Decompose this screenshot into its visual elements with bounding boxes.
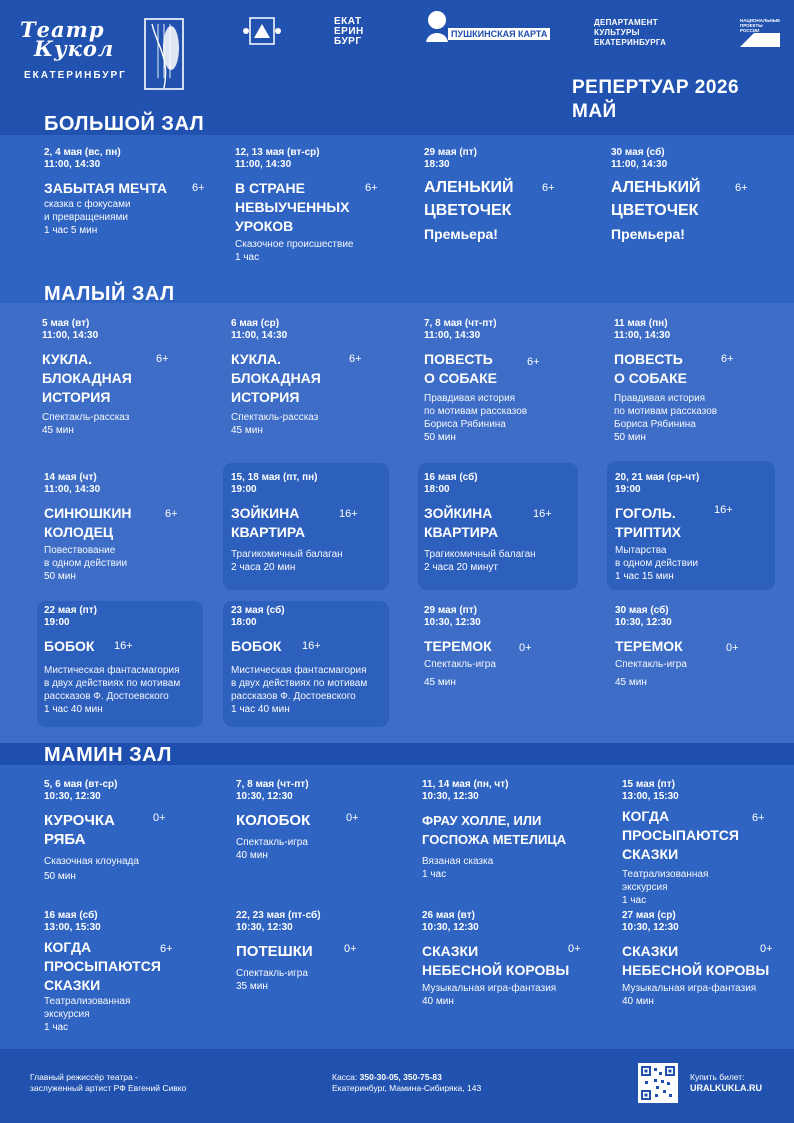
event-title: ГОГОЛЬ. ТРИПТИХ [615,505,681,540]
website-link[interactable]: URALKUKLA.RU [690,1083,762,1093]
event-description: Спектакль-игра [236,837,308,848]
age-rating: 16+ [114,640,133,652]
event-card[interactable] [42,318,206,437]
event-description: Сказочное происшествие [235,239,354,250]
event-duration: 1 час [622,895,647,906]
event-description: Спектакль-игра [236,968,308,979]
event-duration: 45 мин [42,425,74,436]
event-title: СКАЗКИ НЕБЕСНОЙ КОРОВЫ [422,943,570,978]
event-card[interactable] [622,910,786,1008]
event-title: КУКЛА. БЛОКАДНАЯ ИСТОРИЯ [231,351,321,405]
age-rating: 6+ [156,353,169,365]
event-time: 13:00, 15:30 [622,791,679,802]
age-rating: 6+ [527,356,540,368]
event-duration: 40 мин [622,996,654,1007]
age-rating: 6+ [542,182,555,194]
event-title: ПОВЕСТЬ О СОБАКЕ [614,351,687,386]
event-date: 27 мая (ср) [622,910,676,921]
box-office-label: Касса: [332,1072,358,1082]
buy-ticket-label: Купить билет: [690,1072,745,1082]
event-date: 15, 18 мая (пт, пн) [231,472,318,483]
event-card[interactable] [223,463,389,590]
event-time: 10:30, 12:30 [422,791,479,802]
event-duration: 45 мин [615,677,647,688]
event-card[interactable] [422,779,592,881]
logo-city: ЕКАТЕРИНБУРГ [24,70,127,81]
event-card[interactable] [622,779,786,907]
age-rating: 16+ [339,508,358,520]
event-description: Спектакль-рассказ [42,412,130,423]
national-projects-logo: НАЦИОНАЛЬНЫЕ ПРОЕКТЫ РОССИИ [740,18,782,48]
event-date: 11 мая (пн) [614,318,668,329]
event-duration: 1 час [422,869,447,880]
national-projects-icon [740,33,780,47]
age-rating: 6+ [349,353,362,365]
event-description: Сказочная клоунада [44,856,139,867]
event-description: Спектакль-рассказ [231,412,319,423]
age-rating: 0+ [760,943,773,955]
event-time: 11:00, 14:30 [424,330,481,341]
event-description: Спектакль-игра [615,659,687,670]
event-time: 11:00, 14:30 [235,159,292,170]
event-time: 11:00, 14:30 [614,330,671,341]
event-title: ТЕРЕМОК [424,638,492,654]
event-description: Мытарства в одном действии [615,545,699,569]
event-card[interactable] [236,910,400,993]
event-title: АЛЕНЬКИЙ ЦВЕТОЧЕК [611,179,701,219]
premiere-badge: Премьера! [424,226,498,242]
event-description: Театрализованная экскурсия [622,869,709,893]
event-description: Правдивая история по мотивам рассказов Бориса Рябинина [614,393,718,430]
theatre-address: Екатеринбург, Мамина-Сибиряка, 143 [332,1083,482,1093]
event-duration: 40 мин [236,850,268,861]
event-card[interactable] [422,910,586,1008]
event-date: 14 мая (чт) [44,472,97,483]
event-time: 11:00, 14:30 [44,159,101,170]
event-card[interactable] [424,605,588,689]
event-time: 19:00 [615,484,641,495]
event-time: 10:30, 12:30 [236,922,293,933]
event-card[interactable] [44,779,208,883]
event-duration: 1 час 5 мин [44,225,98,236]
box-office-phones[interactable]: 350-30-05, 350-75-83 [359,1072,442,1082]
event-card[interactable] [44,147,208,237]
event-duration: 50 мин [44,871,76,882]
age-rating: 0+ [519,642,532,654]
event-card[interactable] [418,463,578,590]
event-date: 2, 4 мая (вс, пн) [44,147,121,158]
event-date: 26 мая (вт) [422,910,475,921]
event-card[interactable] [223,601,389,727]
event-time: 11:00, 14:30 [611,159,668,170]
event-card[interactable] [424,147,588,242]
event-duration: 1 час 40 мин [231,704,290,715]
event-time: 10:30, 12:30 [422,922,479,933]
event-date: 30 мая (сб) [611,147,665,158]
event-title: ТЕРЕМОК [615,638,683,654]
event-duration: 50 мин [44,571,76,582]
event-title: БОБОК [44,638,95,654]
event-duration: 1 час [44,1022,69,1033]
age-rating: 6+ [160,943,173,955]
event-card[interactable] [44,472,208,583]
age-rating: 16+ [714,504,733,516]
event-card[interactable] [611,147,775,242]
culture-department-logo: ДЕПАРТАМЕНТ КУЛЬТУРЫ ЕКАТЕРИНБУРГА [594,18,667,47]
event-time: 18:00 [424,484,450,495]
pushkin-portrait-icon [424,8,450,42]
event-card[interactable] [37,601,203,727]
event-date: 12, 13 мая (вт-ср) [235,147,320,158]
event-time: 18:00 [231,617,257,628]
event-duration: 1 час 15 мин [615,571,674,582]
event-title: ФРАУ ХОЛЛЕ, ИЛИ ГОСПОЖА МЕТЕЛИЦА [422,813,567,847]
event-time: 13:00, 15:30 [44,922,101,933]
event-date: 16 мая (сб) [424,472,478,483]
pushkin-card-logo: ПУШКИНСКАЯ КАРТА [448,28,550,40]
event-description: Мистическая фантасмагория в двух действиях по мотивам рассказов Ф. Достоевского [44,665,181,702]
event-date: 7, 8 мая (чт-пт) [424,318,497,329]
event-time: 11:00, 14:30 [42,330,99,341]
director-credit: Главный режиссёр театра - заслуженный артист РФ Евгений Сивко [30,1072,187,1093]
logo-wordmark: Театр Кукол [20,17,115,61]
event-description: Музыкальная игра-фантазия [622,983,757,994]
event-duration: 35 мин [236,981,268,992]
event-title: ЗОЙКИНА КВАРТИРА [424,505,499,540]
event-date: 29 мая (пт) [424,147,477,158]
age-rating: 0+ [344,943,357,955]
age-rating: 6+ [721,353,734,365]
event-date: 30 мая (сб) [615,605,669,616]
event-description: Трагикомичный балаган [231,549,343,560]
box-office-info [332,1072,481,1094]
qr-code-icon[interactable] [638,1063,678,1103]
event-title: В СТРАНЕ НЕВЫУЧЕННЫХ УРОКОВ [235,180,350,234]
event-card[interactable] [44,910,208,1034]
event-duration: 40 мин [422,996,454,1007]
premiere-badge: Премьера! [611,226,685,242]
event-description: Спектакль-игра [424,659,496,670]
age-rating: 0+ [726,642,739,654]
event-date: 23 мая (сб) [231,605,285,616]
age-rating: 0+ [346,812,359,824]
event-title: КУРОЧКА РЯБА [44,812,115,848]
event-date: 5, 6 мая (вт-ср) [44,779,118,790]
event-time: 19:00 [231,484,257,495]
event-card[interactable] [614,318,778,444]
event-date: 22, 23 мая (пт-сб) [236,910,321,921]
event-title: СИНЮШКИН КОЛОДЕЦ [44,505,132,540]
big-hall-title: БОЛЬШОЙ ЗАЛ [44,113,205,135]
event-time: 10:30, 12:30 [615,617,672,628]
event-description: сказка с фокусами и превращениями [44,199,131,223]
event-description: Повествование в одном действии [44,545,128,569]
event-title: КОЛОБОК [236,812,311,829]
age-rating: 16+ [302,640,321,652]
event-date: 5 мая (вт) [42,318,90,329]
event-time: 19:00 [44,617,70,628]
event-title: БОБОК [231,638,282,654]
event-title: ЗОЙКИНА КВАРТИРА [231,505,306,540]
event-description: Вязаная сказка [422,856,494,867]
event-time: 11:00, 14:30 [44,484,101,495]
ekaterinburg-logo: ЕКАТ ЕРИН БУРГ [334,16,364,47]
event-card[interactable] [424,318,588,444]
event-date: 15 мая (пт) [622,779,675,790]
event-date: 22 мая (пт) [44,605,97,616]
event-card[interactable] [231,318,395,437]
event-duration: 50 мин [614,432,646,443]
age-rating: 6+ [165,508,178,520]
event-description: Правдивая история по мотивам рассказов Бориса Рябинина [424,393,528,430]
age-rating: 6+ [365,182,378,194]
event-description: Трагикомичный балаган [424,549,536,560]
event-duration: 45 мин [231,425,263,436]
age-rating: 16+ [533,508,552,520]
event-date: 6 мая (ср) [231,318,280,329]
mom-hall-title: МАМИН ЗАЛ [44,744,172,766]
event-duration: 1 час [235,252,260,263]
event-title: КОГДА ПРОСЫПАЮТСЯ СКАЗКИ [44,939,161,993]
event-title: ПОВЕСТЬ О СОБАКЕ [424,351,497,386]
age-rating: 0+ [568,943,581,955]
event-date: 29 мая (пт) [424,605,477,616]
event-title: ЗАБЫТАЯ МЕЧТА [44,180,167,196]
event-duration: 1 час 40 мин [44,704,103,715]
event-duration: 2 часа 20 минут [424,562,498,573]
event-duration: 2 часа 20 мин [231,562,296,573]
event-title: АЛЕНЬКИЙ ЦВЕТОЧЕК [424,179,514,219]
event-description: Театрализованная экскурсия [44,996,131,1020]
event-date: 20, 21 мая (ср-чт) [615,472,700,483]
buy-ticket[interactable] [690,1072,762,1094]
age-rating: 6+ [192,182,205,194]
city-coat-of-arms-icon [242,14,282,48]
event-time: 11:00, 14:30 [231,330,288,341]
event-duration: 50 мин [424,432,456,443]
event-title: СКАЗКИ НЕБЕСНОЙ КОРОВЫ [622,943,770,978]
event-date: 16 мая (сб) [44,910,98,921]
event-title: ПОТЕШКИ [236,943,313,960]
event-time: 10:30, 12:30 [236,791,293,802]
event-title: КОГДА ПРОСЫПАЮТСЯ СКАЗКИ [622,808,739,862]
age-rating: 6+ [735,182,748,194]
event-date: 7, 8 мая (чт-пт) [236,779,309,790]
event-duration: 45 мин [424,677,456,688]
age-rating: 0+ [153,812,166,824]
event-time: 10:30, 12:30 [424,617,481,628]
small-hall-title: МАЛЫЙ ЗАЛ [44,283,175,305]
event-date: 11, 14 мая (пн, чт) [422,779,509,790]
event-card[interactable] [607,461,775,590]
event-description: Музыкальная игра-фантазия [422,983,557,994]
theatre-logo[interactable] [20,18,190,88]
event-title: КУКЛА. БЛОКАДНАЯ ИСТОРИЯ [42,351,132,405]
event-card[interactable] [615,605,779,689]
event-card[interactable] [236,779,400,862]
age-rating: 6+ [752,812,765,824]
event-card[interactable] [235,147,399,264]
event-time: 18:30 [424,159,450,170]
repertoire-title: РЕПЕРТУАР 2026 МАЙ [572,77,740,122]
event-time: 10:30, 12:30 [44,791,101,802]
puppet-logo-icon [144,18,184,90]
event-time: 10:30, 12:30 [622,922,679,933]
event-description: Мистическая фантасмагория в двух действиях по мотивам рассказов Ф. Достоевского [231,665,368,702]
